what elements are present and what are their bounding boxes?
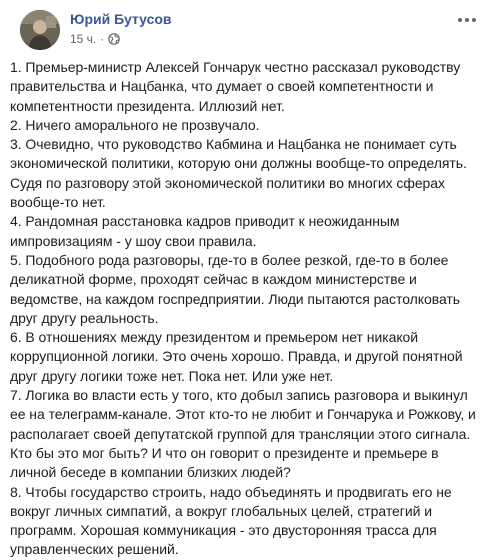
- post-timestamp-link[interactable]: 15 ч.: [70, 32, 97, 46]
- post-paragraph-1: 1. Премьер-министр Алексей Гончарук честно рассказал руководству правительства и Нацбанка, что думает о своей компетентности и компетентности президента. Иллюзий нет.: [10, 59, 461, 114]
- post-paragraph-2: 2. Ничего аморального не прозвучало.: [10, 116, 260, 133]
- post-paragraph-5: 5. Подобного рода разговоры, где-то в более резкой, где-то в более деликатной форме, проходят сейчас в каждом министерстве и ведомстве, на каждом госпредприятии. Люди пытаются растолковать друг другу реальность.: [10, 251, 460, 326]
- post-paragraph-6: 6. В отношениях между президентом и премьером нет никакой коррупционной логики. Это очень хорошо. Правда, и другой понятной друг другу логики тоже нет. Пока нет. Или уже нет.: [10, 329, 463, 384]
- avatar-photo-icon: [20, 10, 60, 50]
- post-meta: [70, 31, 120, 47]
- globe-icon[interactable]: [108, 33, 120, 45]
- post-header: [10, 0, 487, 56]
- post-paragraph-4: 4. Рандомная расстановка кадров приводит к неожиданным импровизациям - у шоу свои правила.: [10, 213, 400, 249]
- author-avatar[interactable]: [20, 10, 60, 50]
- post-body: [10, 58, 488, 560]
- meta-separator: ·: [100, 32, 105, 46]
- author-name-link[interactable]: Юрий Бутусов: [70, 11, 172, 27]
- post-paragraph-8: 8. Чтобы государство строить, надо объединять и продвигать его не вокруг личных симпатий, а вокруг глобальных целей, стратегий и программ. Хорошая коммуникация - это двусторонняя трасса для управленческих решений.: [10, 483, 452, 558]
- post-paragraph-7: 7. Логика во власти есть у того, кто добыл запись разговора и выкинул ее на телеграмм-канале. Этот кто-то не любит и Гончарука и Рожкову, и располагает своей депутатской группой для трансляции этого сигнала. Кто бы это мог быть? И что он говорит о президенте и премьере в личной беседе в компании близких людей?: [10, 387, 476, 481]
- post-paragraph-3: 3. Очевидно, что руководство Кабмина и Нацбанка не понимает суть экономической политики, которую они должны вообще-то определять. Судя по разговору этой экономической политики во многих сферах вообще-то нет.: [10, 136, 467, 211]
- more-options-icon[interactable]: [455, 12, 479, 28]
